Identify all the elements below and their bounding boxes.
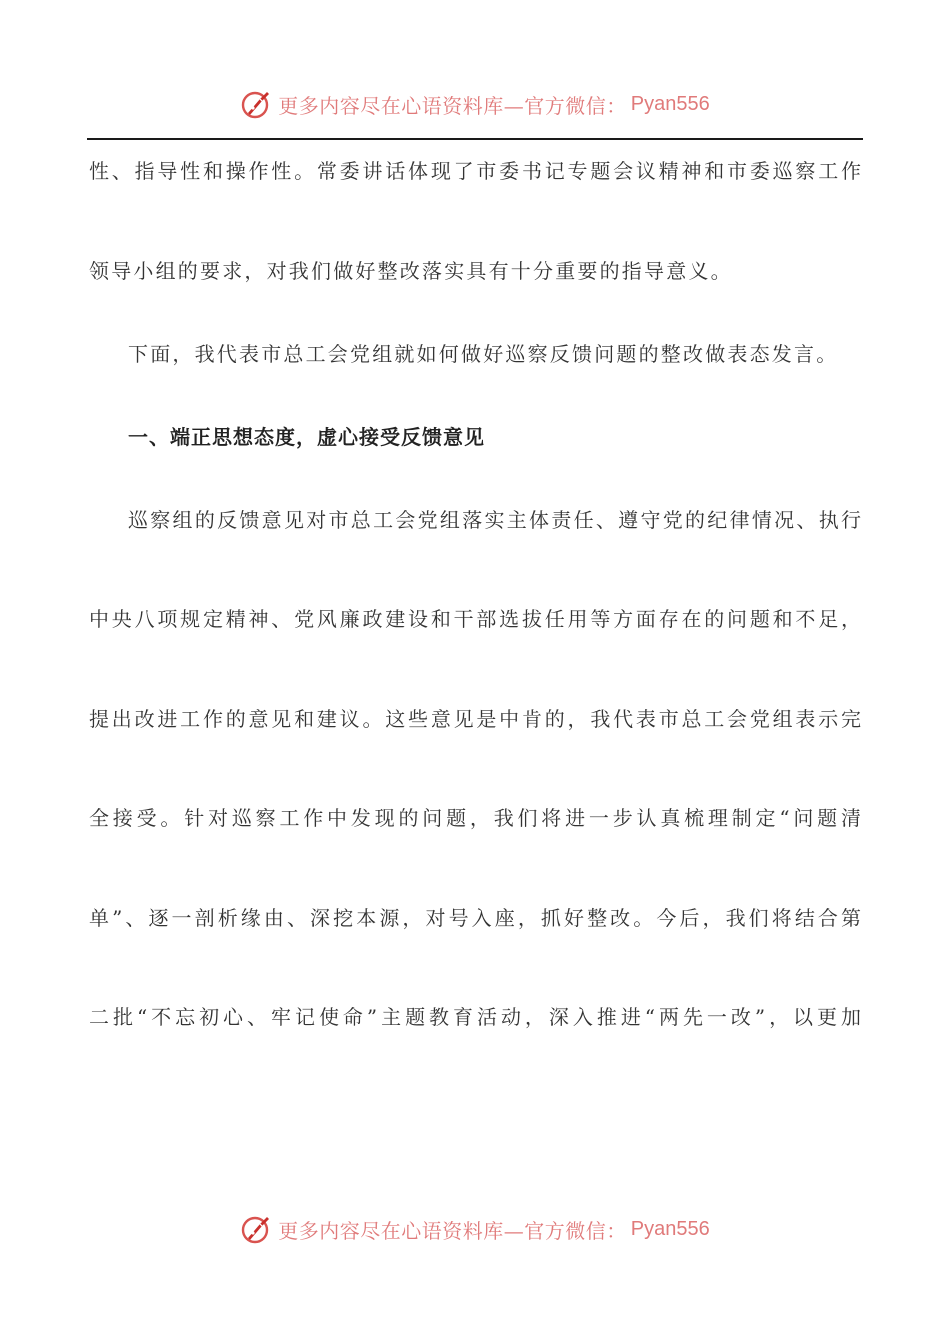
body-line: 性、指导性和操作性。常委讲话体现了市委书记专题会议精神和市委巡察工作: [89, 159, 861, 183]
body-line: 巡察组的反馈意见对市总工会党组落实主体责任、遵守党的纪律情况、执行: [128, 508, 861, 532]
pen-nib-circle-icon: [240, 1212, 274, 1246]
body-line: 二批“不忘初心、牢记使命”主题教育活动，深入推进“两先一改”，以更加: [89, 1005, 861, 1029]
header-divider: [87, 138, 863, 140]
header-banner: [0, 84, 950, 124]
section-heading: 一、端正思想态度，虚心接受反馈意见: [128, 425, 485, 449]
pen-nib-circle-icon: [240, 87, 274, 121]
body-line: 全接受。针对巡察工作中发现的问题，我们将进一步认真梳理制定“问题清: [89, 806, 861, 830]
body-line: 单”、逐一剖析缘由、深挖本源，对号入座，抓好整改。今后，我们将结合第: [89, 906, 861, 930]
footer-banner: [0, 1209, 950, 1249]
banner-text: 更多内容尽在心语资料库—官方微信：: [278, 93, 627, 118]
wechat-id: Pyan556: [630, 1217, 710, 1240]
banner-text: 更多内容尽在心语资料库—官方微信：: [278, 1218, 627, 1243]
body-line: 中央八项规定精神、党风廉政建设和干部选拔任用等方面存在的问题和不足，: [89, 607, 861, 631]
body-line: 领导小组的要求，对我们做好整改落实具有十分重要的指导意义。: [89, 259, 733, 283]
body-line: 提出改进工作的意见和建议。这些意见是中肯的，我代表市总工会党组表示完: [89, 707, 861, 731]
body-line: 下面，我代表市总工会党组就如何做好巡察反馈问题的整改做表态发言。: [128, 342, 839, 366]
wechat-id: Pyan556: [630, 92, 710, 115]
